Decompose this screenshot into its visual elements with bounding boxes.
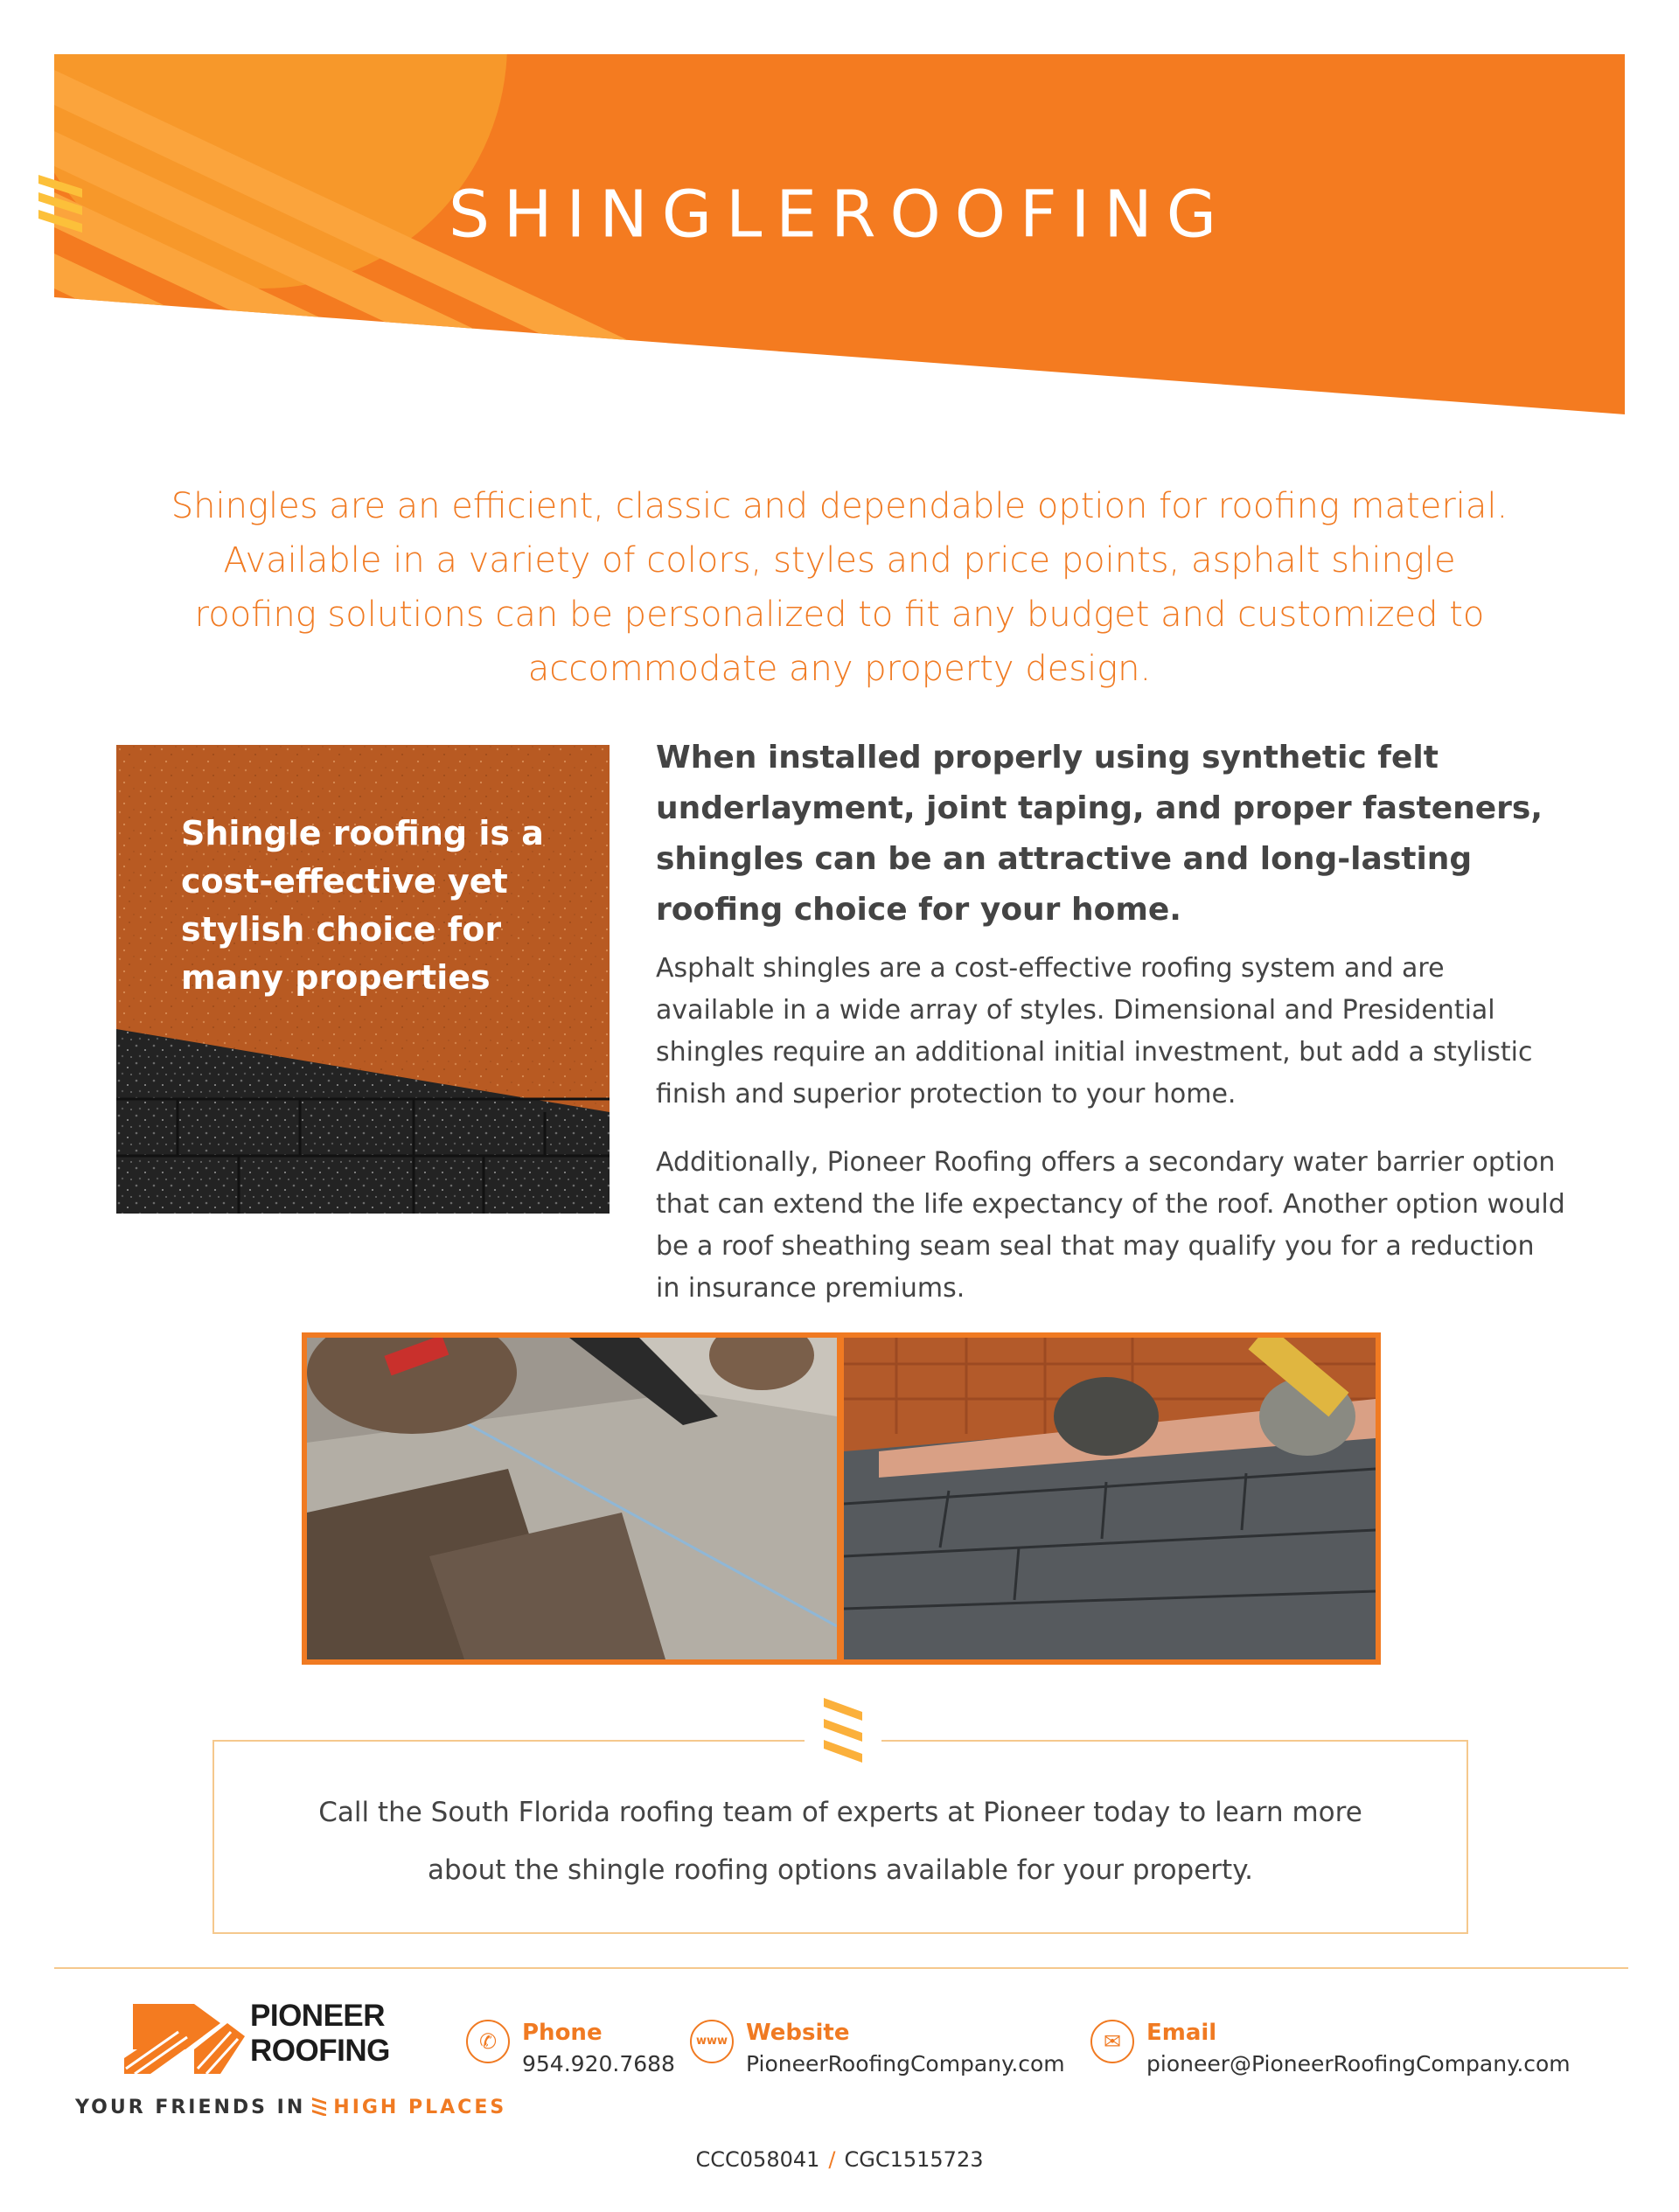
tagline-part-2: HIGH PLACES (333, 2097, 507, 2118)
phone-icon: ✆ (466, 2020, 510, 2063)
body-paragraph-1: Asphalt shingles are a cost-effective roofing system and are available in a wide array of styles. Dimensional and Presidential shingles require an additional initial investment, but add a stylistic finish and superior protection to your home. (656, 953, 1533, 1109)
tagline (75, 2097, 506, 2118)
cta-chevron-icon (805, 1694, 881, 1770)
title-word-shingle: SHINGLE (448, 177, 832, 253)
feature-image (116, 745, 610, 1214)
phone-number[interactable]: 954.920.7688 (522, 2051, 675, 2076)
tagline-chevron-icon (310, 2097, 328, 2116)
cta-text (212, 1784, 1468, 1899)
photo-nail-gun-install (307, 1338, 837, 1659)
logo-line-2: ROOFING (250, 2034, 390, 2068)
footer-divider (54, 1967, 1628, 1969)
tagline-part-1: YOUR FRIENDS IN (75, 2097, 306, 2118)
envelope-icon: ✉ (1090, 2020, 1134, 2063)
license-separator: / (828, 2147, 836, 2172)
globe-www-icon: www (690, 2020, 734, 2063)
page-title (0, 173, 1679, 252)
website-label: Website (746, 2020, 850, 2046)
feature-callout: Shingle roofing is a cost-effective yet stylish choice for many properties (181, 814, 544, 997)
cta-line-1: Call the South Florida roofing team of experts at Pioneer today to learn more (318, 1797, 1362, 1828)
website-link[interactable]: PioneerRoofingCompany.com (746, 2051, 1065, 2076)
header-banner (0, 0, 1679, 437)
license-numbers (0, 2147, 1679, 2172)
email-label: Email (1146, 2020, 1217, 2046)
title-word-roofing: ROOFING (831, 177, 1231, 253)
photo-strip (302, 1332, 1381, 1665)
logo-line-1: PIONEER (250, 1999, 386, 2033)
chevron-stripes-icon (35, 173, 87, 238)
intro-paragraph: Shingles are an efficient, classic and dependable option for roofing material. Available in a variety of colors, styles and price points, asphalt shingle roofing solutions can be personalized to fit any budget and customized to accommodate any property design. (171, 486, 1508, 689)
license-cgc: CGC1515723 (844, 2147, 984, 2172)
lead-paragraph: When installed properly using synthetic felt underlayment, joint taping, and proper fasteners, shingles can be an attractive and long-lasting roofing choice for your home. (656, 740, 1543, 928)
logo-wordmark (250, 1999, 390, 2069)
license-ccc: CCC058041 (695, 2147, 820, 2172)
email-link[interactable]: pioneer@PioneerRoofingCompany.com (1146, 2051, 1571, 2076)
body-column (656, 733, 1565, 1310)
body-paragraph-2: Additionally, Pioneer Roofing offers a secondary water barrier option that can extend the life expectancy of the roof. Another option would be a roof sheathing seam seal that may qualify you for a reduction in insurance premiums. (656, 1147, 1565, 1304)
cta-line-2: about the shingle roofing options available for your property. (428, 1854, 1253, 1886)
phone-label: Phone (522, 2020, 603, 2046)
photo-flashing-install (844, 1338, 1376, 1659)
